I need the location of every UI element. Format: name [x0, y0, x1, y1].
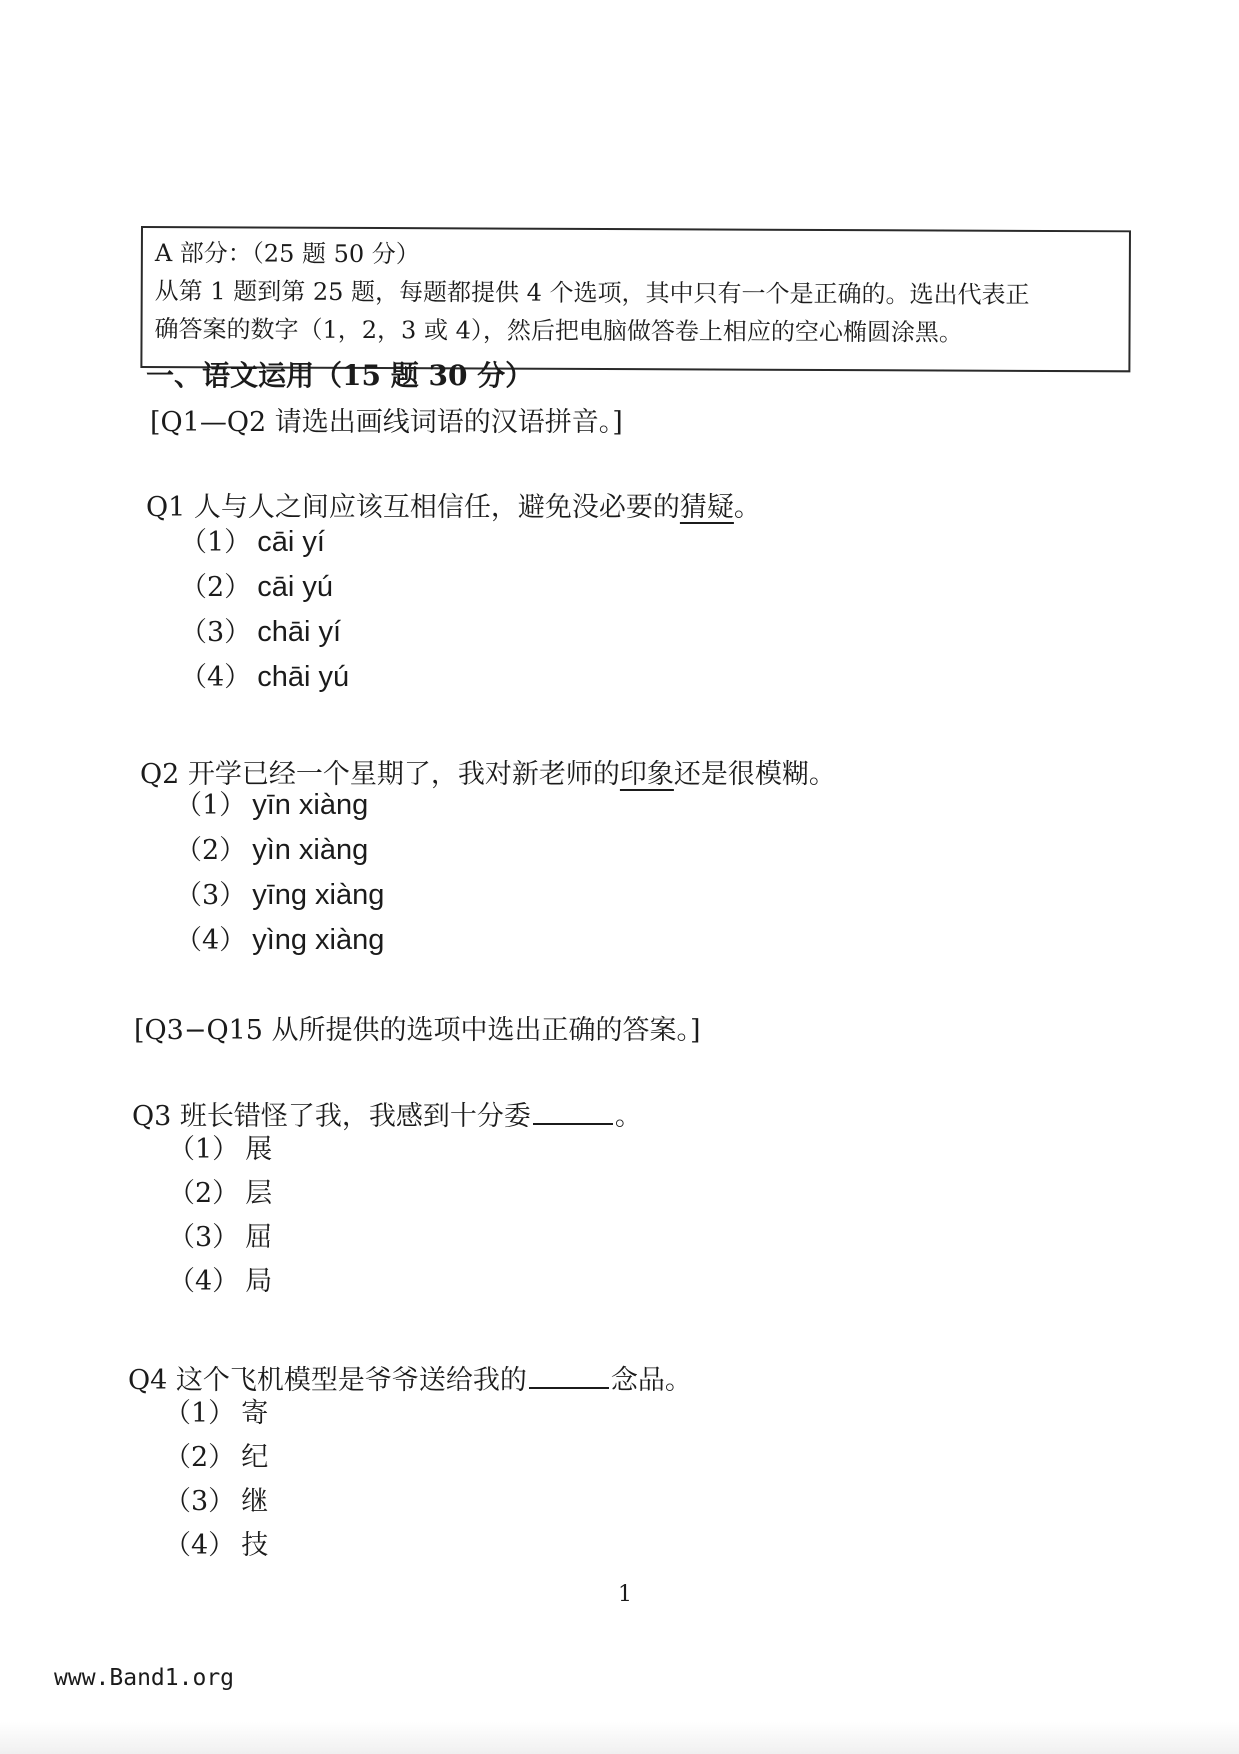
question-3-option-1[interactable]: [168, 1128, 272, 1172]
option-number: （3）: [180, 617, 252, 648]
option-number: （2）: [164, 1442, 236, 1473]
option-number: （4）: [168, 1266, 240, 1297]
question-4-option-4[interactable]: [164, 1524, 268, 1568]
option-text: 继: [241, 1486, 269, 1517]
question-2-text-end: 还是很模糊。: [673, 759, 836, 790]
section-a-title: A 部分：（25 题 50 分）: [154, 239, 420, 269]
section-a-instruction-box: [140, 226, 1131, 372]
option-text: 技: [241, 1530, 269, 1561]
option-text: cāi yí: [257, 526, 325, 558]
option-text: yīng xiàng: [252, 879, 385, 911]
question-2-option-2[interactable]: [175, 828, 384, 873]
question-1-underlined-word: 猜疑: [679, 492, 734, 523]
question-2-underlined-word: 印象: [619, 759, 674, 790]
question-2-options: [175, 783, 384, 963]
question-3-option-4[interactable]: [168, 1260, 272, 1304]
section-a-instruction-line-2: 确答案的数字（1，2，3 或 4），然后把电脑做答卷上相应的空心椭圆涂黑。: [154, 315, 963, 347]
option-number: （2）: [168, 1178, 240, 1209]
instruction-q1-q2: [Q1—Q2 请选出画线词语的汉语拼音。]: [150, 407, 623, 438]
option-number: （3）: [175, 880, 247, 911]
question-1-options: [180, 520, 349, 700]
answer-blank: [533, 1103, 613, 1125]
option-number: （1）: [164, 1398, 236, 1429]
instruction-q3-q15: [Q3−Q15 从所提供的选项中选出正确的答案。]: [134, 1015, 701, 1046]
question-3-text-end: 。: [614, 1101, 642, 1132]
question-3-options: [168, 1128, 272, 1304]
option-text: cāi yú: [257, 571, 333, 603]
option-text: yīn xiàng: [252, 789, 369, 821]
option-text: chāi yí: [257, 616, 342, 648]
question-3-option-2[interactable]: [168, 1172, 272, 1216]
question-1-text-end: 。: [733, 492, 761, 523]
part1-heading: 一、语文运用（15 题 30 分）: [146, 359, 534, 392]
option-text: chāi yú: [257, 661, 350, 693]
question-2-option-3[interactable]: [175, 873, 384, 918]
question-1-option-2[interactable]: [180, 565, 349, 610]
question-4-options: [164, 1392, 268, 1568]
option-text: 展: [245, 1134, 273, 1165]
question-3-text: Q3 班长错怪了我，我感到十分委: [132, 1101, 531, 1132]
question-1-option-1[interactable]: [180, 520, 349, 565]
site-watermark: www.Band1.org: [54, 1665, 235, 1691]
scan-edge: [0, 1722, 1239, 1754]
question-1-option-4[interactable]: [180, 655, 349, 700]
section-a-instruction-line-1: 从第 1 题到第 25 题，每题都提供 4 个选项，其中只有一个是正确的。选出代表正: [154, 277, 1030, 309]
question-4-text: Q4 这个飞机模型是爷爷送给我的: [128, 1365, 527, 1396]
option-number: （3）: [164, 1486, 236, 1517]
question-2-text: Q2 开学已经一个星期了，我对新老师的: [140, 759, 620, 790]
option-number: （1）: [180, 527, 252, 558]
option-number: （2）: [175, 835, 247, 866]
option-text: 屈: [245, 1222, 273, 1253]
question-4-option-2[interactable]: [164, 1436, 268, 1480]
option-number: （4）: [180, 662, 252, 693]
option-text: 寄: [241, 1398, 269, 1429]
answer-blank: [529, 1367, 609, 1389]
option-text: 局: [245, 1266, 273, 1297]
question-1-option-3[interactable]: [180, 610, 349, 655]
option-text: 纪: [241, 1442, 269, 1473]
option-number: （1）: [175, 790, 247, 821]
option-number: （4）: [164, 1530, 236, 1561]
question-4-option-1[interactable]: [164, 1392, 268, 1436]
question-2-option-4[interactable]: [175, 918, 384, 963]
option-text: 层: [245, 1178, 273, 1209]
question-3-option-3[interactable]: [168, 1216, 272, 1260]
question-1-text: Q1 人与人之间应该互相信任，避免没必要的: [146, 492, 680, 523]
question-2-option-1[interactable]: [175, 783, 384, 828]
option-number: （1）: [168, 1134, 240, 1165]
option-number: （2）: [180, 572, 252, 603]
option-text: yìn xiàng: [252, 834, 369, 866]
option-number: （4）: [175, 925, 247, 956]
question-1-stem: [146, 485, 761, 524]
question-4-option-3[interactable]: [164, 1480, 268, 1524]
option-number: （3）: [168, 1222, 240, 1253]
page-number: 1: [618, 1582, 632, 1607]
question-4-text-end: 念品。: [610, 1365, 692, 1396]
option-text: yìng xiàng: [252, 924, 385, 956]
